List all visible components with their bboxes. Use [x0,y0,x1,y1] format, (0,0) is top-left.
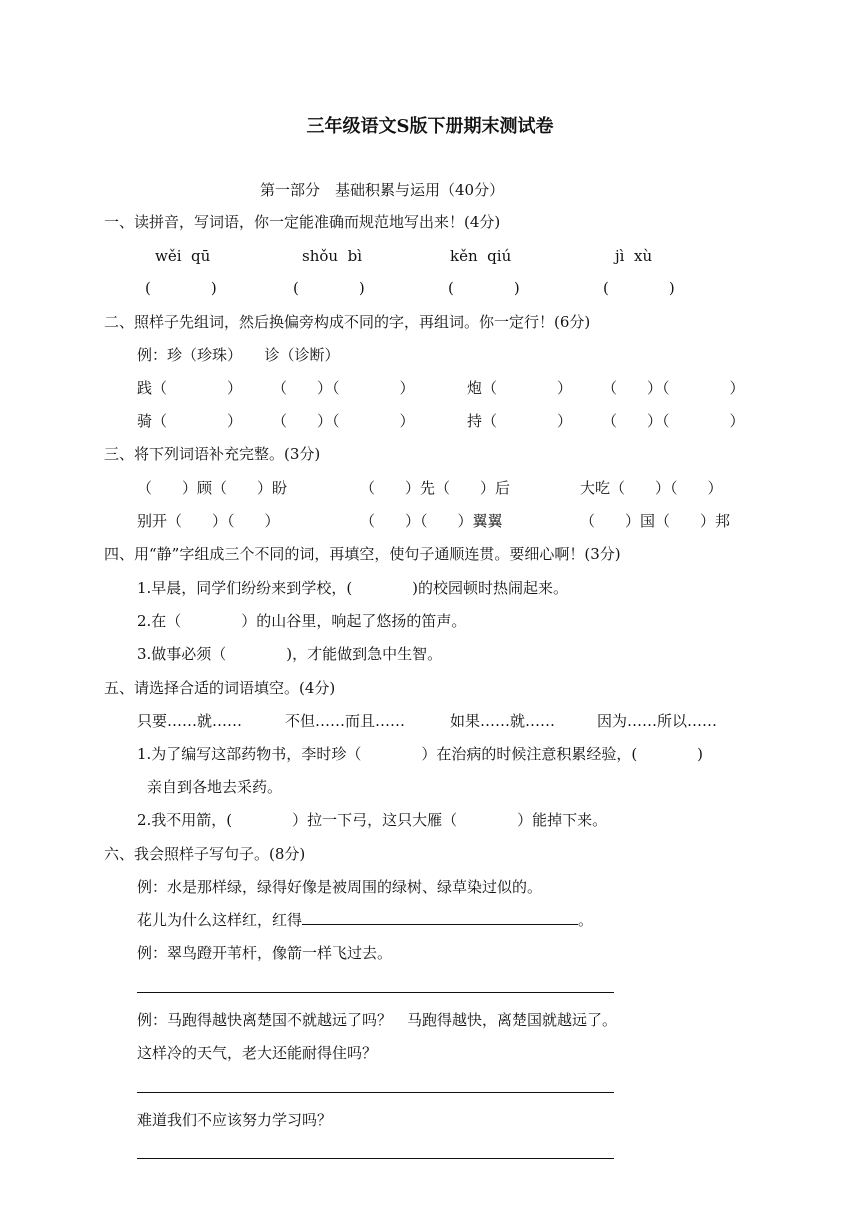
q5-item-1-continued: 亲自到各地去采药。 [147,778,283,796]
q3-heading: 三、将下列词语补充完整。(3分) [104,445,321,463]
q1-answer-box-4[interactable]: ( ) [603,279,675,297]
q1-pinyin-2: shǒu bì [302,247,362,265]
part1-heading: 第一部分 基础积累与运用（40分） [260,181,505,199]
q5-option-4: 因为……所以…… [597,712,718,730]
q4-heading: 四、用“静”字组成三个不同的词，再填空，使句子通顺连贯。要细心啊！(3分) [104,545,621,563]
q6-prompt-1-text: 花儿为什么这样红，红得 [137,911,303,929]
q6-answer-line-1[interactable] [302,910,578,925]
q6-answer-line-4[interactable] [137,1158,614,1159]
q6-answer-line-3[interactable] [137,1092,614,1093]
q5-option-1: 只要……就…… [137,712,243,730]
q2-example: 例：珍（珍珠） 诊（诊断） [137,346,340,364]
q6-answer-line-2[interactable] [137,992,614,993]
q4-item-3[interactable]: 3.做事必须（ )，才能做到急中生智。 [137,645,443,663]
q6-prompt-3: 这样冷的天气，老大还能耐得住吗？ [137,1044,378,1062]
q2-row1-left[interactable]: 践（ ） （ ）（ ） [137,379,415,397]
q1-pinyin-1: wěi qū [155,247,211,265]
q5-item-2[interactable]: 2.我不用箭，( ）拉一下弓，这只大雁（ ）能掉下来。 [137,811,608,829]
q3-item-6[interactable]: （ ）国（ ）邦 [580,512,731,530]
q6-example-1: 例：水是那样绿，绿得好像是被周围的绿树、绿草染过似的。 [137,878,543,896]
q1-pinyin-4: jì xù [615,247,653,265]
q6-heading: 六、我会照样子写句子。(8分) [104,845,306,863]
q6-prompt-1-end: 。 [578,911,594,929]
q5-option-3: 如果……就…… [450,712,556,730]
q5-heading: 五、请选择合适的词语填空。(4分) [104,679,336,697]
q5-item-1[interactable]: 1.为了编写这部药物书，李时珍（ ）在治病的时候注意积累经验，( ) [137,745,704,763]
q2-heading: 二、照样子先组词，然后换偏旁构成不同的字，再组词。你一定行！(6分) [104,313,591,331]
q2-row2-right[interactable]: 持（ ） （ ）（ ） [467,412,745,430]
q3-item-4[interactable]: 别开（ ）（ ） [137,512,280,530]
q2-row1-right[interactable]: 炮（ ） （ ）（ ） [467,379,745,397]
q3-item-1[interactable]: （ ）顾（ ）盼 [137,479,288,497]
q2-row2-left[interactable]: 骑（ ） （ ）（ ） [137,412,415,430]
q5-option-2: 不但……而且…… [285,712,406,730]
q3-item-3[interactable]: 大吃（ ）（ ） [580,479,723,497]
q1-answer-box-2[interactable]: ( ) [293,279,365,297]
q1-pinyin-3: kěn qiú [450,247,512,265]
q6-prompt-4: 难道我们不应该努力学习吗？ [137,1111,333,1129]
q3-item-2[interactable]: （ ）先（ ）后 [360,479,511,497]
q3-item-5[interactable]: （ ）（ ）翼翼 [360,512,503,530]
q6-example-2: 例：翠鸟蹬开苇杆，像箭一样飞过去。 [137,944,393,962]
q1-answer-box-1[interactable]: ( ) [145,279,217,297]
exam-title: 三年级语文S版下册期末测试卷 [306,116,554,137]
q6-example-3: 例：马跑得越快离楚国不就越远了吗？ 马跑得越快，离楚国就越远了。 [137,1011,618,1029]
q1-answer-box-3[interactable]: ( ) [448,279,520,297]
q1-heading: 一、读拼音，写词语，你一定能准确而规范地写出来！(4分) [104,213,501,231]
q6-prompt-1 [137,910,593,930]
q4-item-2[interactable]: 2.在（ ）的山谷里，响起了悠扬的笛声。 [137,612,467,630]
q4-item-1[interactable]: 1.早晨，同学们纷纷来到学校，( )的校园顿时热闹起来。 [137,579,569,597]
